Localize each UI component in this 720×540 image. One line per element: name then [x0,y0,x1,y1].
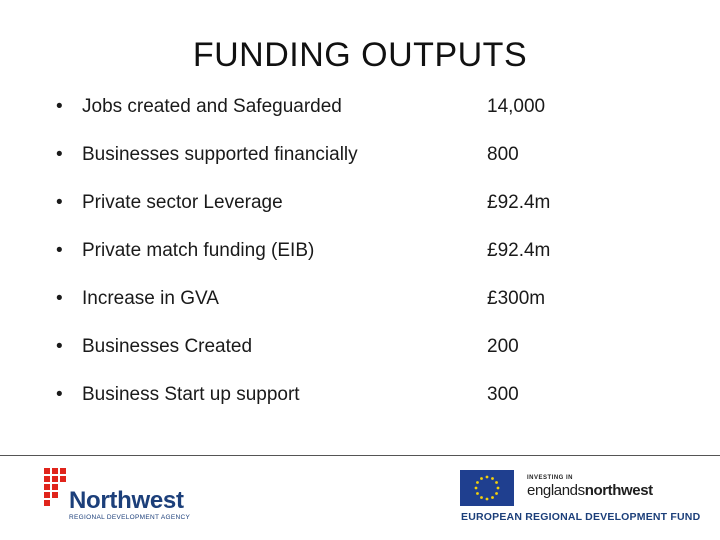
eu-star-icon [495,492,498,495]
bullet-icon: • [56,240,63,261]
investing-in-label: INVESTING IN [527,475,574,481]
output-value: 14,000 [487,96,546,117]
output-row [56,288,676,314]
output-row [56,192,676,218]
bullet-icon: • [56,192,63,213]
eu-star-icon [486,476,489,479]
eu-star-icon [497,487,500,490]
output-label: Private match funding (EIB) [82,240,315,261]
output-label: Businesses supported financially [82,144,358,165]
output-value: 800 [487,144,519,165]
output-value: £92.4m [487,240,551,261]
output-row [56,384,676,410]
northwest-logo-name: Northwest [69,487,184,514]
wordmark-part-1: englands [527,482,585,499]
output-value: 300 [487,384,519,405]
output-value: £92.4m [487,192,551,213]
bullet-icon: • [56,288,63,309]
output-row [56,144,676,170]
eu-star-icon [476,492,479,495]
page-title: FUNDING OUTPUTS [192,36,528,74]
footer-divider [0,455,720,456]
eu-star-icon [480,496,483,499]
output-label: Jobs created and Safeguarded [82,96,342,117]
output-row [56,336,676,362]
bullet-icon: • [56,96,63,117]
eu-flag-icon [460,470,514,506]
eu-star-icon [475,487,478,490]
output-row [56,96,676,122]
bullet-icon: • [56,384,63,405]
eu-star-icon [480,477,483,480]
wordmark-part-2: northwest [584,482,653,499]
eu-star-icon [495,481,498,484]
eu-star-icon [476,481,479,484]
output-label: Increase in GVA [82,288,219,309]
output-label: Businesses Created [82,336,253,357]
eu-star-icon [486,498,489,501]
output-value: 200 [487,336,519,357]
eu-star-icon [491,496,494,499]
bullet-icon: • [56,144,63,165]
bullet-icon: • [56,336,63,357]
eu-star-icon [491,477,494,480]
output-label: Private sector Leverage [82,192,283,213]
englands-northwest-wordmark [527,482,653,499]
erdf-fund-name: EUROPEAN REGIONAL DEVELOPMENT FUND [461,511,701,523]
northwest-logo-subtitle: REGIONAL DEVELOPMENT AGENCY [69,514,191,521]
output-value: £300m [487,288,546,309]
output-label: Business Start up support [82,384,300,405]
output-row [56,240,676,266]
